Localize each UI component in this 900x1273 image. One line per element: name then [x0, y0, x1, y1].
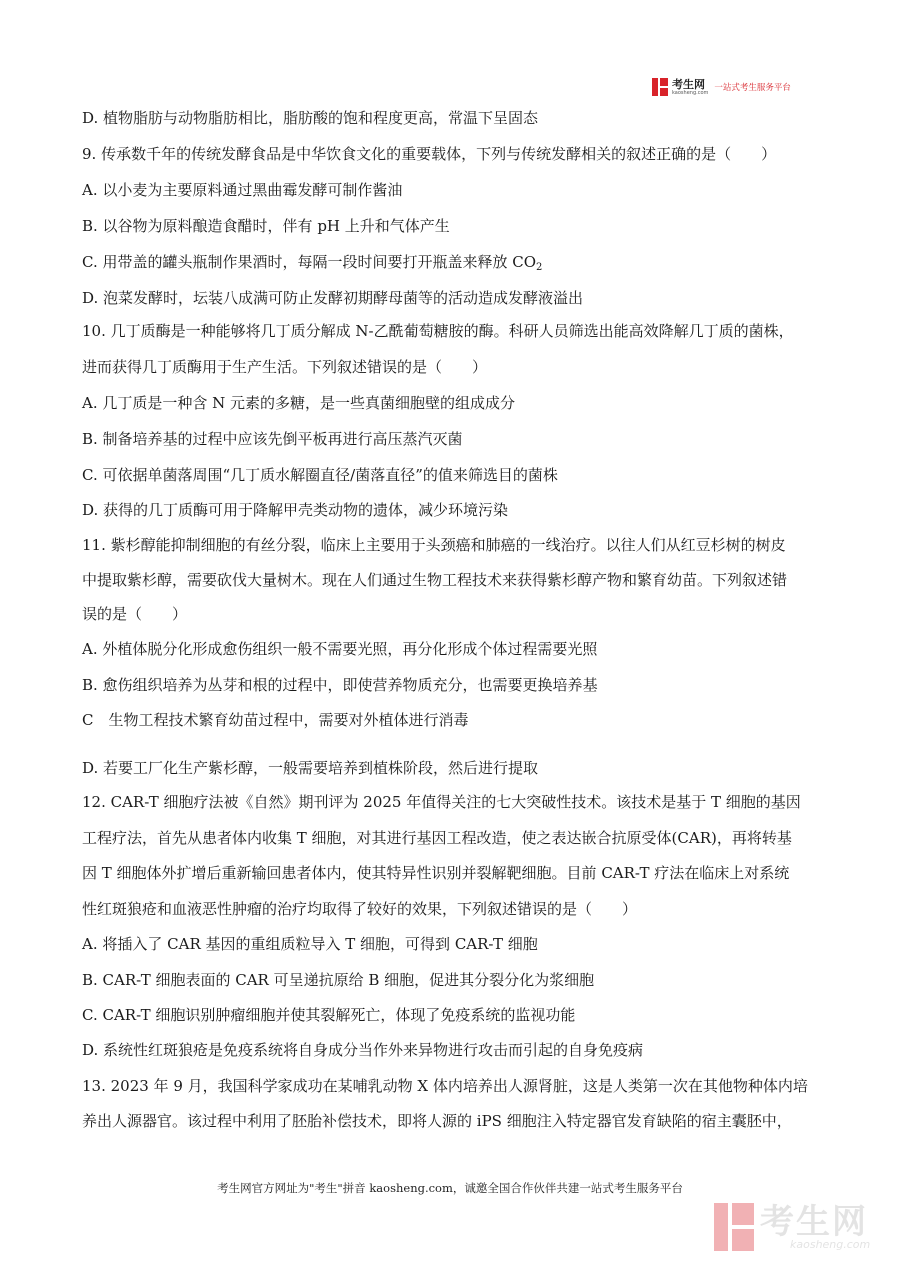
question-stem: 性红斑狼疮和血液恶性肿瘤的治疗均取得了较好的效果，下列叙述错误的是（ ）: [82, 900, 638, 918]
question-stem: 10. 几丁质酶是一种能够将几丁质分解成 N-乙酰葡萄糖胺的酶。科研人员筛选出能高效降解几丁质的菌株，: [82, 322, 794, 340]
option-line: A. 几丁质是一种含 N 元素的多糖，是一些真菌细胞壁的组成成分: [82, 394, 516, 412]
option-line: D. 获得的几丁质酶可用于降解甲壳类动物的遗体，减少环境污染: [82, 501, 509, 519]
watermark: [714, 1200, 894, 1254]
question-stem: 进而获得几丁质酶用于生产生活。下列叙述错误的是（ ）: [82, 358, 488, 376]
option-line: B. 以谷物为原料酿造食醋时，伴有 pH 上升和气体产生: [82, 217, 450, 235]
question-stem: 误的是（ ）: [82, 605, 188, 623]
option-text: C. 用带盖的罐头瓶制作果酒时，每隔一段时间要打开瓶盖来释放 CO: [82, 253, 537, 271]
option-line: C. CAR-T 细胞识别肿瘤细胞并使其裂解死亡，体现了免疫系统的监视功能: [82, 1006, 576, 1024]
kaosheng-logo-icon: [652, 78, 668, 96]
question-stem: 养出人源器官。该过程中利用了胚胎补偿技术，即将人源的 iPS 细胞注入特定器官发育缺陷的宿主囊胚中，: [82, 1112, 792, 1130]
logo-name: 考生网: [672, 77, 705, 91]
question-stem: 13. 2023 年 9 月，我国科学家成功在某哺乳动物 X 体内培养出人源肾脏，这是人类第一次在其他物种体内培: [82, 1077, 808, 1095]
watermark-url: kaosheng.com: [790, 1237, 871, 1251]
question-stem: 中提取紫杉醇，需要砍伐大量树木。现在人们通过生物工程技术来获得紫杉醇产物和繁育幼苗。下列叙述错: [82, 571, 788, 589]
option-line: C. 可依据单菌落周围“几丁质水解圈直径/菌落直径”的值来筛选目的菌株: [82, 466, 558, 484]
co2-subscript: 2: [536, 262, 543, 273]
option-line: B. 愈伤组织培养为丛芽和根的过程中，即使营养物质充分，也需要更换培养基: [82, 676, 598, 694]
question-stem: 9. 传承数千年的传统发酵食品是中华饮食文化的重要载体，下列与传统发酵相关的叙述正确的是（ ）: [82, 145, 777, 163]
question-stem: 工程疗法，首先从患者体内收集 T 细胞，对其进行基因工程改造，使之表达嵌合抗原受体(CAR)，再将转基: [82, 829, 792, 847]
option-line: D. 若要工厂化生产紫杉醇，一般需要培养到植株阶段，然后进行提取: [82, 759, 539, 777]
option-line: A. 外植体脱分化形成愈伤组织一般不需要光照，再分化形成个体过程需要光照: [82, 640, 598, 658]
watermark-name: 考生网: [760, 1201, 868, 1242]
option-line: C 生物工程技术繁育幼苗过程中，需要对外植体进行消毒: [82, 711, 469, 729]
option-line: A. 将插入了 CAR 基因的重组质粒导入 T 细胞，可得到 CAR-T 细胞: [82, 935, 538, 953]
question-stem: 12. CAR-T 细胞疗法被《自然》期刊评为 2025 年值得关注的七大突破性技术。该技术是基于 T 细胞的基因: [82, 793, 801, 811]
logo-url: kaosheng.com: [672, 89, 709, 96]
option-line: A. 以小麦为主要原料通过黑曲霉发酵可制作酱油: [82, 181, 403, 199]
option-line: D. 泡菜发酵时，坛装八成满可防止发酵初期酵母菌等的活动造成发酵液溢出: [82, 289, 584, 307]
logo-slogan: 一站式考生服务平台: [714, 83, 791, 93]
header-logo: [652, 76, 791, 98]
option-line: D. 植物脂肪与动物脂肪相比，脂肪酸的饱和程度更高，常温下呈固态: [82, 109, 539, 127]
page-footer: 考生网官方网址为"考生"拼音 kaosheng.com，诚邀全国合作伙伴共建一站式考生服务平台: [217, 1181, 683, 1195]
option-line: B. CAR-T 细胞表面的 CAR 可呈递抗原给 B 细胞，促进其分裂分化为浆细胞: [82, 971, 595, 989]
option-line: D. 系统性红斑狼疮是免疫系统将自身成分当作外来异物进行攻击而引起的自身免疫病: [82, 1041, 644, 1059]
option-line: [82, 252, 542, 278]
question-stem: 因 T 细胞体外扩增后重新输回患者体内，使其特异性识别并裂解靶细胞。目前 CAR-T 疗法在临床上对系统: [82, 864, 790, 882]
kaosheng-watermark-icon: [714, 1203, 754, 1251]
option-line: B. 制备培养基的过程中应该先倒平板再进行高压蒸汽灭菌: [82, 430, 463, 448]
question-stem: 11. 紫杉醇能抑制细胞的有丝分裂，临床上主要用于头颈癌和肺癌的一线治疗。以往人们从红豆杉树的树皮: [82, 536, 786, 554]
